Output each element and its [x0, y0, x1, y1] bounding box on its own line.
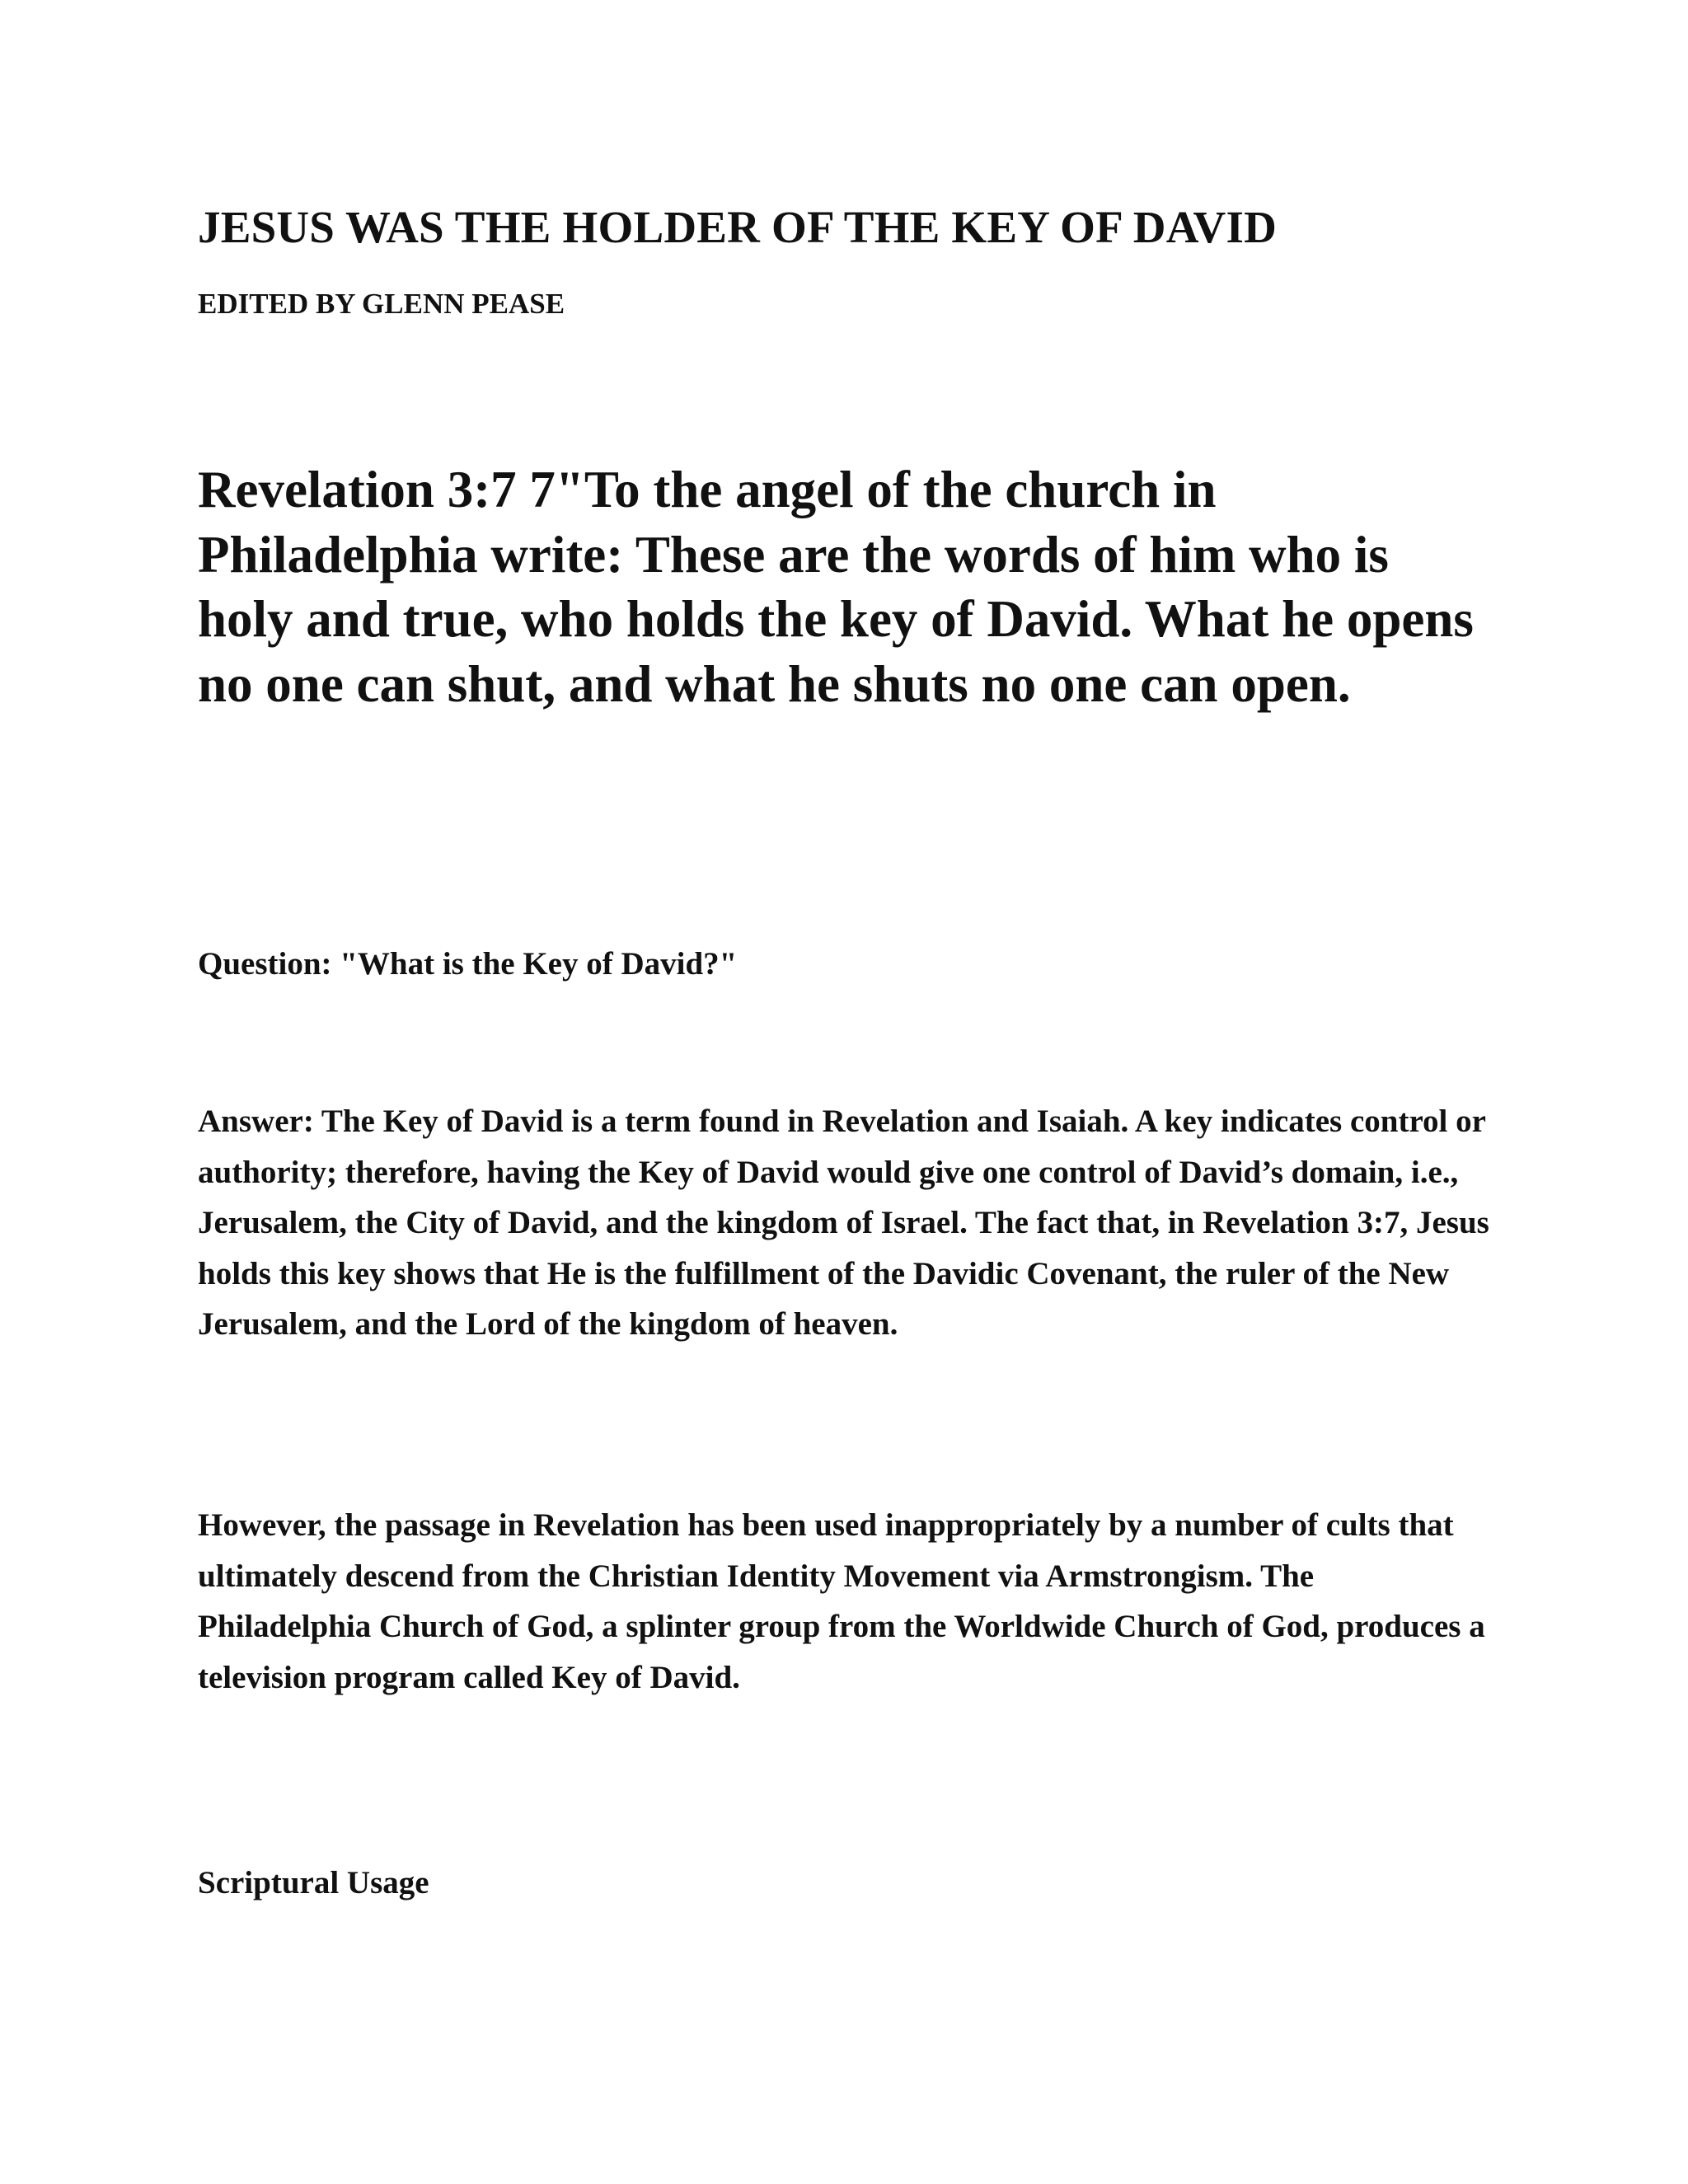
answer-paragraph: Answer: The Key of David is a term found in Revelation and Isaiah. A key indicates control or authority; therefore, having the Key of David would give one control of David’s domain, i.e., Jerusalem, the City of David, and the kingdom of Israel. The fact that, in Revelation 3:7, Jesus holds this key shows that He is the fulfillment of the Davidic Covenant, the ruler of the New Jerusalem, and the Lord of the kingdom of heaven.: [198, 1104, 1489, 1342]
document-title: JESUS WAS THE HOLDER OF THE KEY OF DAVID: [198, 202, 1277, 252]
question-line: Question: "What is the Key of David?": [198, 946, 738, 982]
however-paragraph: However, the passage in Revelation has been used inappropriately by a number of cults that ultimately descend from the Christian Identity Movement via Armstrongism. The Philadelphia Church of God, a splinter group from the Worldwide Church of God, produces a television program called Key of David.: [198, 1507, 1485, 1695]
section-heading: Scriptural Usage: [198, 1865, 429, 1900]
scripture-quote: Revelation 3:7 7"To the angel of the church in Philadelphia write: These are the words of him who is holy and true, who holds the key of David. What he opens no one can shut, and what he shuts no one can open.: [198, 461, 1474, 713]
editor-credit: EDITED BY GLENN PEASE: [198, 288, 565, 320]
